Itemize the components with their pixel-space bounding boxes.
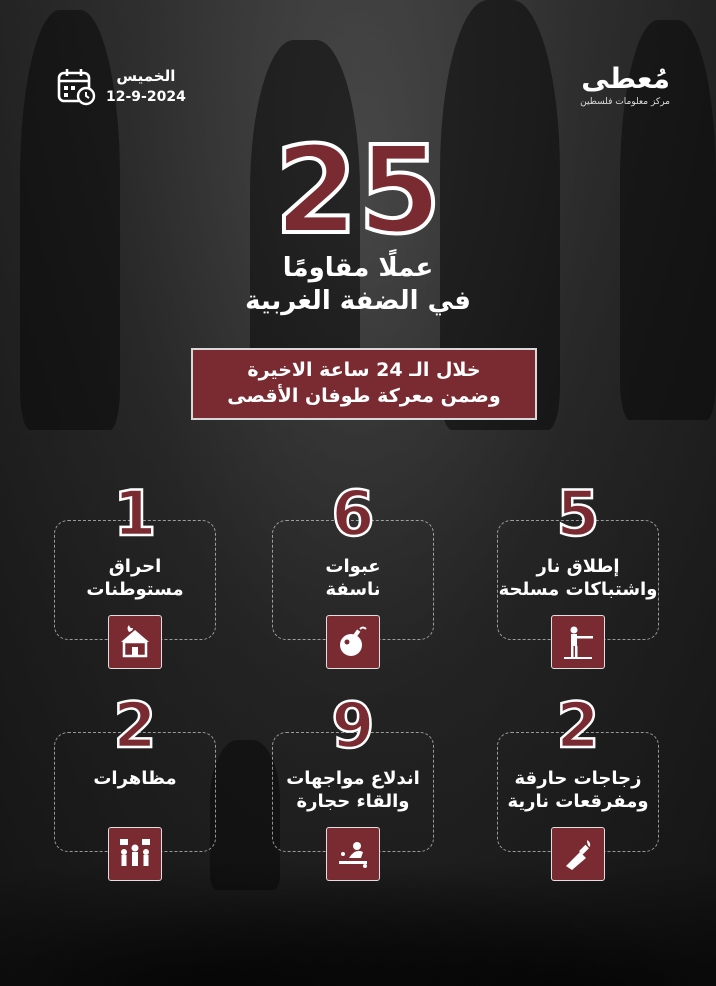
molotov-icon — [551, 827, 605, 881]
stat-label: ناسفة — [325, 579, 381, 601]
stat-card-bombs — [272, 477, 434, 640]
stat-count: 9 — [331, 689, 375, 762]
stone-throwing-icon — [326, 827, 380, 881]
logo-subtitle: مركز معلومات فلسطين — [580, 97, 670, 107]
stat-count: 5 — [556, 477, 600, 550]
date-block — [56, 66, 186, 106]
date-day: الخميس — [116, 67, 176, 85]
stat-card-clashes — [272, 689, 434, 852]
stat-label: ومفرقعات نارية — [507, 791, 649, 813]
stat-count: 2 — [113, 689, 157, 762]
stat-card-molotov — [497, 689, 659, 852]
stat-label: مستوطنات — [86, 579, 184, 601]
logo-name: مُعطى — [581, 62, 670, 95]
headline-line2: في الضفة الغربية — [245, 285, 471, 316]
stat-label: زجاجات حارقة — [514, 768, 642, 789]
period-banner — [191, 348, 537, 420]
calendar-icon — [56, 66, 96, 106]
stat-label: اندلاع مواجهات — [286, 768, 420, 789]
stat-card-shooting — [497, 477, 659, 640]
stat-count: 1 — [113, 477, 157, 550]
banner-line2: وضمن معركة طوفان الأقصى — [227, 385, 501, 407]
logo — [580, 62, 670, 107]
shooter-icon — [551, 615, 605, 669]
stat-label: عبوات — [325, 556, 381, 577]
stat-card-arson — [54, 477, 216, 640]
stat-label: احراق — [108, 556, 162, 577]
stat-label: واشتباكات مسلحة — [498, 579, 658, 601]
burning-house-icon — [108, 615, 162, 669]
stat-label: والقاء حجارة — [296, 791, 410, 813]
stat-count: 2 — [556, 689, 600, 762]
headline — [0, 252, 716, 317]
stat-label: مظاهرات — [93, 768, 177, 789]
headline-line1: عملًا مقاومًا — [282, 253, 434, 283]
total-count: 25 — [274, 122, 442, 261]
stat-card-protests — [54, 689, 216, 852]
banner-line1: خلال الـ 24 ساعة الاخيرة — [247, 359, 481, 382]
stat-count: 6 — [331, 477, 375, 550]
stat-label: إطلاق نار — [536, 556, 620, 577]
date-value: 12-9-2024 — [106, 89, 186, 105]
protest-icon — [108, 827, 162, 881]
bomb-icon — [326, 615, 380, 669]
